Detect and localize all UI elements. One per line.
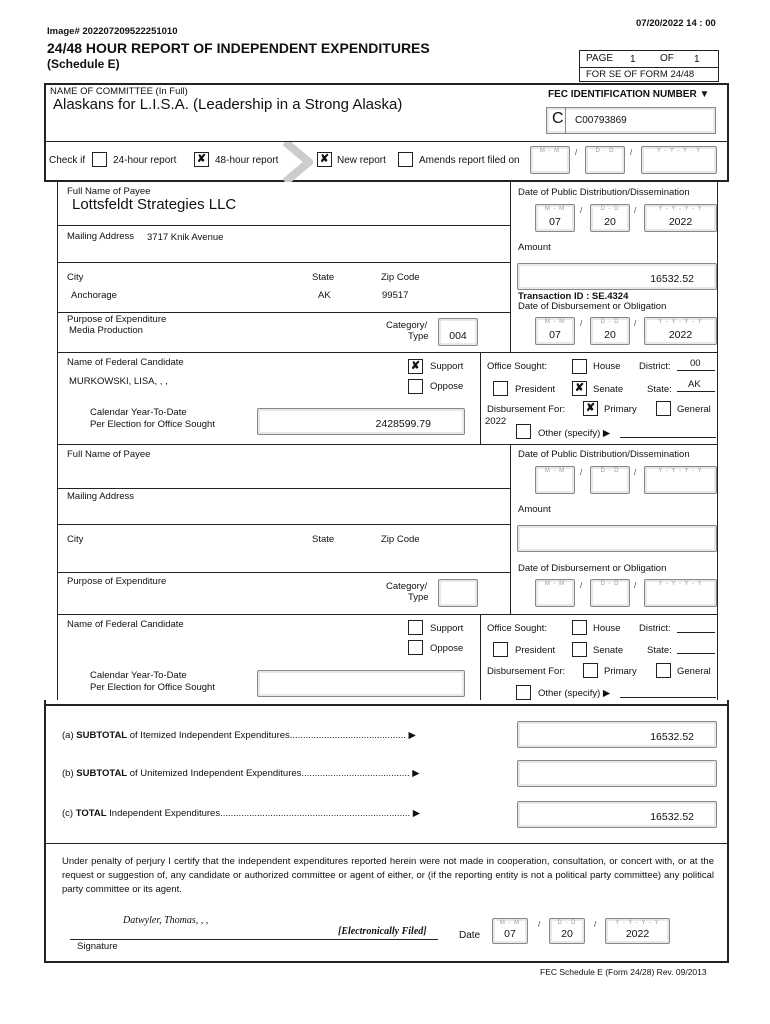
new-report-checkbox[interactable]: ✘ xyxy=(317,152,332,167)
disb2-date-label: Date of Disbursement or Obligation xyxy=(518,563,667,574)
signer-name: Datwyler, Thomas, , , xyxy=(123,915,209,926)
amount-field[interactable]: 16532.52 xyxy=(517,263,717,290)
purpose-label: Purpose of Expenditure xyxy=(67,314,167,325)
payee-label: Full Name of Payee xyxy=(67,186,151,197)
primary-label: Primary xyxy=(604,404,637,415)
category2-label: Category/ xyxy=(386,581,428,592)
certification-text: Under penalty of perjury I certify that the independent expenditures reported herein were not made in cooperation, consultation, or concert with, or at the request or suggestion of, any candidate or authorized committee or agent of either, or (if the reporting entity is not a political party committee) any political party committee or its agent. xyxy=(62,856,714,895)
state2b-label: State: xyxy=(647,645,672,656)
disb-for-label: Disbursement For: xyxy=(487,404,566,415)
house-checkbox[interactable] xyxy=(572,359,587,374)
state2-col-label: State xyxy=(312,534,335,545)
office2-label: Office Sought: xyxy=(487,623,548,634)
disb-year: 2022 xyxy=(485,416,507,427)
disb-date-label: Date of Disbursement or Obligation xyxy=(518,301,667,312)
other-label: Other (specify) ▶ xyxy=(538,428,611,439)
zip-label: Zip Code xyxy=(381,272,420,283)
ytd-label-2: Per Election for Office Sought xyxy=(90,419,215,430)
support2-label: Support xyxy=(430,623,464,634)
amends-checkbox[interactable] xyxy=(398,152,413,167)
primary2-checkbox[interactable] xyxy=(583,663,598,678)
mailing-address: 3717 Knik Avenue xyxy=(147,232,224,243)
24-hour-label: 24-hour report xyxy=(113,155,177,166)
ytd2-label-1: Calendar Year-To-Date xyxy=(90,670,187,681)
public-year-field[interactable]: Y - Y - Y - Y 2022 xyxy=(644,204,717,232)
image-number: Image# 202207209522251010 xyxy=(47,26,178,37)
public2-month-field[interactable]: M - M xyxy=(535,466,575,494)
ytd2-label-2: Per Election for Office Sought xyxy=(90,682,215,693)
subtotal-b-label: (b) SUBTOTAL of Unitemized Independent Expenditures......................................... ▶ xyxy=(62,768,420,779)
disb-month-field[interactable]: M - M 07 xyxy=(535,317,575,345)
senate2-label: Senate xyxy=(593,645,624,656)
amends-label: Amends report filed on xyxy=(419,155,520,166)
category-label: Category/ xyxy=(386,320,428,331)
disb2-month-field[interactable]: M - M xyxy=(535,579,575,607)
candidate2-label: Name of Federal Candidate xyxy=(67,619,184,630)
subtotal-a-field[interactable]: 16532.52 xyxy=(517,721,717,748)
category-field[interactable]: 004 xyxy=(438,318,478,346)
form-title: 24/48 HOUR REPORT OF INDEPENDENT EXPENDITURES xyxy=(47,40,430,56)
committee-name-label: NAME OF COMMITTEE (In Full) xyxy=(50,86,188,97)
category2-field[interactable] xyxy=(438,579,478,607)
support-label: Support xyxy=(430,361,464,372)
district2-label: District: xyxy=(639,623,671,634)
electronically-filed: [Electronically Filed] xyxy=(338,926,427,937)
general-checkbox[interactable] xyxy=(656,401,671,416)
fec-id-label: FEC IDENTIFICATION NUMBER ▼ xyxy=(548,89,710,100)
support2-checkbox[interactable] xyxy=(408,620,423,635)
form-subtitle: (Schedule E) xyxy=(47,57,120,71)
oppose2-label: Oppose xyxy=(430,643,464,654)
president2-checkbox[interactable] xyxy=(493,642,508,657)
disb2-year-field[interactable]: Y - Y - Y - Y xyxy=(644,579,717,607)
public2-date-label: Date of Public Distribution/Dissemination xyxy=(518,449,690,460)
general2-checkbox[interactable] xyxy=(656,663,671,678)
disb-year-field[interactable]: Y - Y - Y - Y 2022 xyxy=(644,317,717,345)
mailing-label: Mailing Address xyxy=(67,231,135,242)
for-se-label: FOR SE OF FORM 24/48 xyxy=(586,69,695,80)
house2-checkbox[interactable] xyxy=(572,620,587,635)
amends-month-field[interactable]: M - M xyxy=(530,146,570,174)
cert-year-field[interactable]: Y - Y - Y - Y 2022 xyxy=(605,918,670,944)
state2-label: State: xyxy=(647,384,672,395)
amends-year-field[interactable]: Y - Y - Y - Y xyxy=(641,146,717,174)
public-day-field[interactable]: D - D 20 xyxy=(590,204,630,232)
house2-label: House xyxy=(593,623,621,634)
transaction-id: Transaction ID : SE.4324 xyxy=(518,291,629,302)
oppose-checkbox[interactable] xyxy=(408,379,423,394)
fec-id-value: C00793869 xyxy=(575,115,627,126)
general-label: General xyxy=(677,404,711,415)
city-value: Anchorage xyxy=(71,290,117,301)
subtotal-a-label: (a) SUBTOTAL of Itemized Independent Expenditures............................................ ▶ xyxy=(62,730,416,741)
payee2-label: Full Name of Payee xyxy=(67,449,151,460)
amount2-label: Amount xyxy=(518,504,551,515)
city-label: City xyxy=(67,272,84,283)
48-hour-checkbox[interactable]: ✘ xyxy=(194,152,209,167)
fec-id-box xyxy=(546,107,716,134)
cert-day-field[interactable]: D - D 20 xyxy=(549,918,585,944)
chevron-divider-icon xyxy=(283,142,313,182)
ytd2-field[interactable] xyxy=(257,670,465,697)
new-report-label: New report xyxy=(337,155,386,166)
ytd-field[interactable]: 2428599.79 xyxy=(257,408,465,435)
president2-label: President xyxy=(515,645,556,656)
amount-label: Amount xyxy=(518,242,551,253)
public2-day-field[interactable]: D - D xyxy=(590,466,630,494)
page-label: PAGE xyxy=(586,53,614,64)
primary-checkbox[interactable]: ✘ xyxy=(583,401,598,416)
cert-date-label: Date xyxy=(459,930,481,941)
amends-day-field[interactable]: D - D xyxy=(585,146,625,174)
oppose-label: Oppose xyxy=(430,381,464,392)
senate2-checkbox[interactable] xyxy=(572,642,587,657)
24-hour-checkbox[interactable] xyxy=(92,152,107,167)
house-label: House xyxy=(593,361,621,372)
candidate-name: MURKOWSKI, LISA, , , xyxy=(69,376,168,387)
committee-name: Alaskans for L.I.S.A. (Leadership in a Strong Alaska) xyxy=(53,96,403,113)
payee-name: Lottsfeldt Strategies LLC xyxy=(72,196,237,213)
district-label: District: xyxy=(639,361,671,372)
public2-year-field[interactable]: Y - Y - Y - Y xyxy=(644,466,717,494)
oppose2-checkbox[interactable] xyxy=(408,640,423,655)
support-checkbox[interactable]: ✘ xyxy=(408,359,423,374)
disb-day-field[interactable]: D - D 20 xyxy=(590,317,630,345)
district-value: 00 xyxy=(690,358,701,369)
other2-label: Other (specify) ▶ xyxy=(538,688,611,699)
of-label: OF xyxy=(660,53,674,64)
candidate-label: Name of Federal Candidate xyxy=(67,357,184,368)
signature-label: Signature xyxy=(77,941,118,952)
senate-label: Senate xyxy=(593,384,624,395)
senate-checkbox[interactable]: ✘ xyxy=(572,381,587,396)
page-number: 1 xyxy=(630,54,636,65)
page-total: 1 xyxy=(694,54,700,65)
type2-label: Type xyxy=(408,592,429,603)
mailing2-label: Mailing Address xyxy=(67,491,135,502)
amount2-field[interactable] xyxy=(517,525,717,552)
ytd-label-1: Calendar Year-To-Date xyxy=(90,407,187,418)
type-label: Type xyxy=(408,331,429,342)
subtotal-b-field[interactable] xyxy=(517,760,717,787)
other-checkbox[interactable] xyxy=(516,424,531,439)
disb2-day-field[interactable]: D - D xyxy=(590,579,630,607)
office-sought-label: Office Sought: xyxy=(487,361,548,372)
state2-value: AK xyxy=(688,379,701,390)
primary2-label: Primary xyxy=(604,666,637,677)
total-c-label: (c) TOTAL Independent Expenditures........................................................................ ▶ xyxy=(62,808,421,819)
general2-label: General xyxy=(677,666,711,677)
48-hour-label: 48-hour report xyxy=(215,155,279,166)
zip-value: 99517 xyxy=(382,290,409,301)
president-checkbox[interactable] xyxy=(493,381,508,396)
city2-label: City xyxy=(67,534,84,545)
cert-month-field[interactable]: M - M 07 xyxy=(492,918,528,944)
fec-id-prefix: C xyxy=(552,110,564,127)
president-label: President xyxy=(515,384,556,395)
zip2-label: Zip Code xyxy=(381,534,420,545)
page-box xyxy=(579,50,719,82)
purpose-value: Media Production xyxy=(69,325,143,336)
check-if-label: Check if xyxy=(49,155,86,166)
form-footer: FEC Schedule E (Form 24/28) Rev. 09/2013 xyxy=(540,967,707,977)
purpose2-label: Purpose of Expenditure xyxy=(67,576,167,587)
state-label: State xyxy=(312,272,335,283)
public-month-field[interactable]: M - M 07 xyxy=(535,204,575,232)
other2-checkbox[interactable] xyxy=(516,685,531,700)
public-date-label: Date of Public Distribution/Dissemination xyxy=(518,187,690,198)
state-value: AK xyxy=(318,290,331,301)
timestamp: 07/20/2022 14 : 00 xyxy=(636,18,716,29)
total-c-field[interactable]: 16532.52 xyxy=(517,801,717,828)
disb2-for-label: Disbursement For: xyxy=(487,666,566,677)
